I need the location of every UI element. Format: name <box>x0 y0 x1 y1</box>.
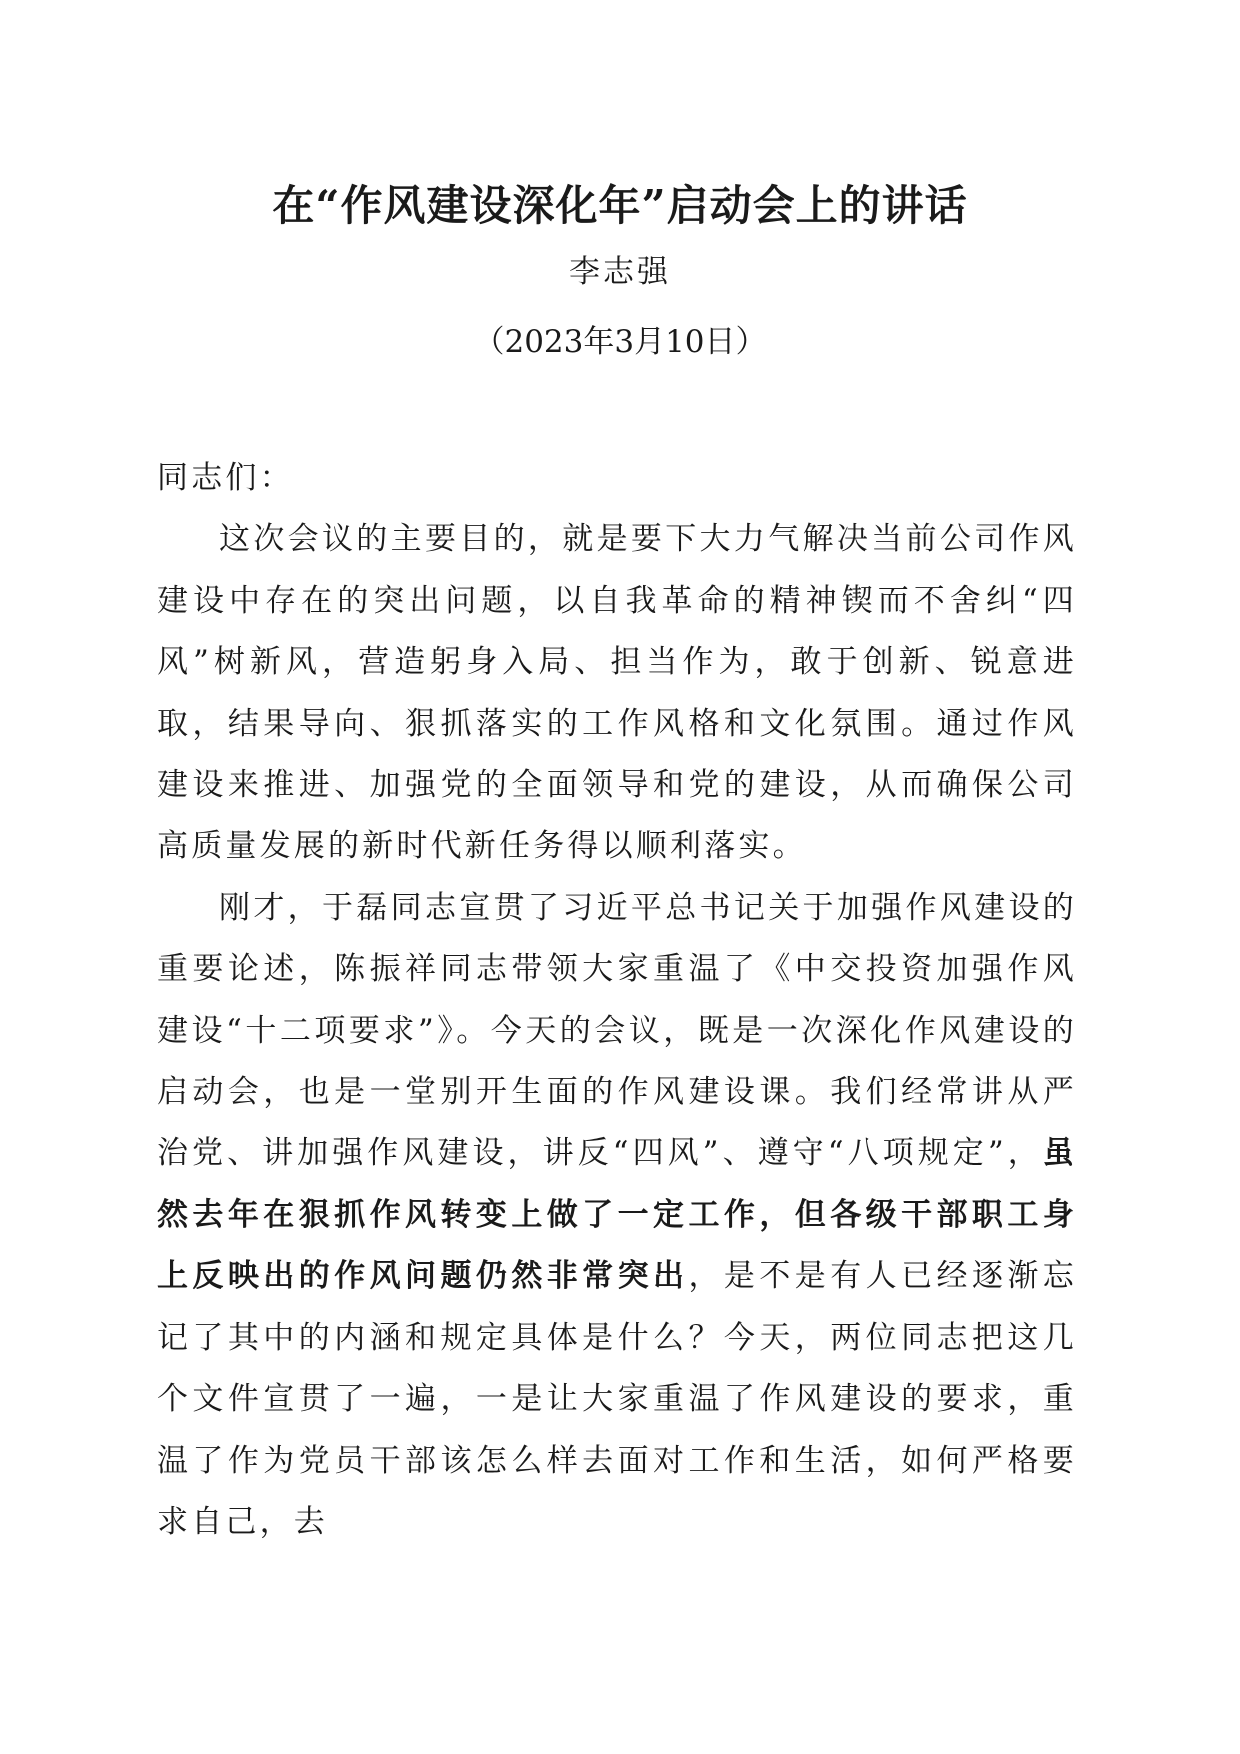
speech-title: 在“作风建设深化年”启动会上的讲话 <box>272 181 968 230</box>
speech-date: （2023年3月10日） <box>473 324 767 360</box>
speech-body <box>157 448 1077 1553</box>
paragraph-2-text-start: 刚才，于磊同志宣贯了习近平总书记关于加强作风建设的重要论述，陈振祥同志带领大家重温了《中交投资加强作风建设“十二项要求”》。今天的会议，既是一次深化作风建设的启动会，也是一堂别开生面的作风建设课。我们经常讲从严治党、讲加强作风建设，讲反“四风”、遵守“八项规定”， <box>157 889 1077 1172</box>
speaker-name: 李志强 <box>569 254 671 290</box>
paragraph-2 <box>157 878 1077 1553</box>
paragraph-1: 这次会议的主要目的，就是要下大力气解决当前公司作风建设中存在的突出问题，以自我革命的精神锲而不舍纠“四风”树新风，营造躬身入局、担当作为，敢于创新、锐意进取，结果导向、狠抓落实的工作风格和文化氛围。通过作风建设来推进、加强党的全面领导和党的建设，从而确保公司高质量发展的新时代新任务得以顺利落实。 <box>157 521 1077 865</box>
paragraph-2-text-end: ，是不是有人已经逐渐忘记了其中的内涵和规定具体是什么？今天，两位同志把这几个文件宣贯了一遍，一是让大家重温了作风建设的要求，重温了作为党员干部该怎么样去面对工作和生活，如何严格要求自己，去 <box>157 1258 1078 1540</box>
paragraph-2-bold-emphasis: 虽然去年在狠抓作风转变上做了一定工作，但各级干部职工身上反映出的作风问题仍然非常突出 <box>157 1135 1077 1295</box>
salutation: 同志们： <box>157 460 294 496</box>
